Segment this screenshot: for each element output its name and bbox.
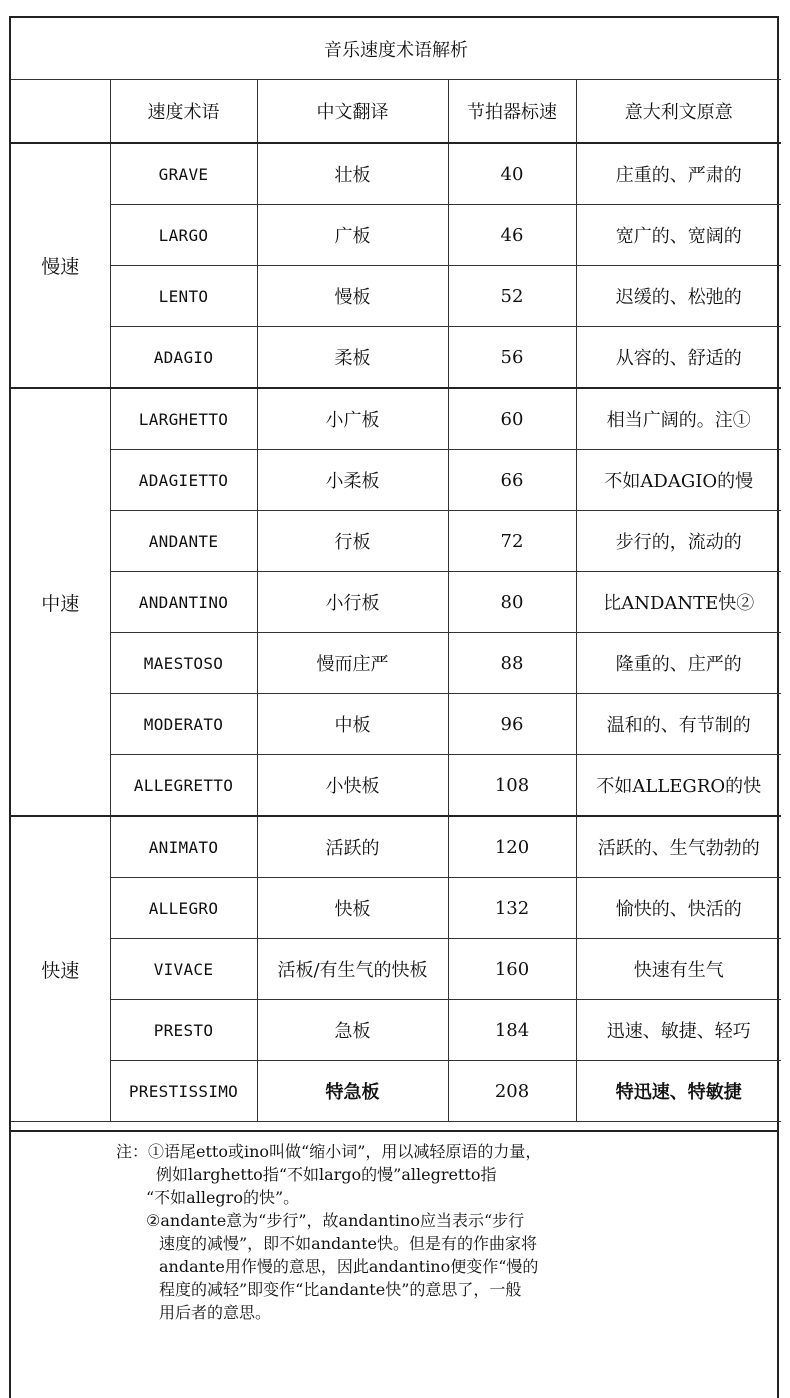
bpm-cell: 132	[448, 878, 576, 939]
term-cell: LARGHETTO	[110, 388, 257, 450]
meaning-cell: 不如ADAGIO的慢	[576, 450, 781, 511]
bpm-cell: 208	[448, 1061, 576, 1122]
header-chinese: 中文翻译	[257, 80, 448, 144]
bpm-cell: 108	[448, 755, 576, 817]
meaning-cell: 愉快的、快活的	[576, 878, 781, 939]
notes-section	[11, 1130, 777, 1398]
note-line: andante用作慢的意思，因此andantino便变作“慢的	[159, 1257, 539, 1276]
meaning-cell: 步行的，流动的	[576, 511, 781, 572]
table-row	[11, 205, 781, 266]
bpm-cell: 60	[448, 388, 576, 450]
group-label: 中速	[11, 388, 110, 816]
chinese-cell: 急板	[257, 1000, 448, 1061]
meaning-cell: 隆重的、庄严的	[576, 633, 781, 694]
bpm-cell: 40	[448, 143, 576, 205]
table-row	[11, 755, 781, 817]
term-cell: MAESTOSO	[110, 633, 257, 694]
bpm-cell: 46	[448, 205, 576, 266]
term-cell: ADAGIETTO	[110, 450, 257, 511]
table-row	[11, 511, 781, 572]
term-cell: GRAVE	[110, 143, 257, 205]
note-line: 程度的减轻”即变作“比andante快”的意思了，一般	[159, 1280, 522, 1299]
note-line: 速度的减慢”，即不如andante快。但是有的作曲家将	[159, 1234, 538, 1253]
bpm-cell: 88	[448, 633, 576, 694]
term-cell: ANDANTINO	[110, 572, 257, 633]
meaning-cell: 快速有生气	[576, 939, 781, 1000]
term-cell: ADAGIO	[110, 327, 257, 389]
meaning-cell: 活跃的、生气勃勃的	[576, 816, 781, 878]
meaning-cell: 从容的、舒适的	[576, 327, 781, 389]
chinese-cell: 小广板	[257, 388, 448, 450]
term-cell: PRESTO	[110, 1000, 257, 1061]
table-title: 音乐速度术语解析	[11, 18, 781, 80]
chinese-cell: 柔板	[257, 327, 448, 389]
chinese-cell: 慢而庄严	[257, 633, 448, 694]
bpm-cell: 72	[448, 511, 576, 572]
table-row	[11, 388, 781, 450]
meaning-cell: 相当广阔的。注①	[576, 388, 781, 450]
group-label: 慢速	[11, 143, 110, 388]
chinese-cell: 活跃的	[257, 816, 448, 878]
chinese-cell: 小行板	[257, 572, 448, 633]
table-row	[11, 939, 781, 1000]
term-cell: VIVACE	[110, 939, 257, 1000]
table-row	[11, 572, 781, 633]
term-cell: LENTO	[110, 266, 257, 327]
table-row	[11, 143, 781, 205]
term-cell: ANDANTE	[110, 511, 257, 572]
table-row	[11, 694, 781, 755]
meaning-cell: 宽广的、宽阔的	[576, 205, 781, 266]
table-row	[11, 1000, 781, 1061]
meaning-cell: 不如ALLEGRO的快	[576, 755, 781, 817]
meaning-cell: 迅速、敏捷、轻巧	[576, 1000, 781, 1061]
term-cell: LARGO	[110, 205, 257, 266]
tempo-table-sheet	[9, 16, 779, 1398]
table-row	[11, 633, 781, 694]
meaning-cell: 比ANDANTE快②	[576, 572, 781, 633]
bpm-cell: 120	[448, 816, 576, 878]
note-line: 用后者的意思。	[159, 1303, 272, 1322]
bpm-cell: 160	[448, 939, 576, 1000]
chinese-cell: 壮板	[257, 143, 448, 205]
chinese-cell: 广板	[257, 205, 448, 266]
meaning-cell: 温和的、有节制的	[576, 694, 781, 755]
bpm-cell: 184	[448, 1000, 576, 1061]
header-row	[11, 80, 781, 144]
chinese-cell: 慢板	[257, 266, 448, 327]
chinese-cell: 行板	[257, 511, 448, 572]
note-line: 注：①语尾etto或ino叫做“缩小词”，用以减轻原语的力量，	[116, 1142, 542, 1161]
note-line: ②andante意为“步行”，故andantino应当表示“步行	[146, 1211, 525, 1230]
bpm-cell: 52	[448, 266, 576, 327]
table-row	[11, 1061, 781, 1122]
tempo-table	[11, 18, 781, 1122]
note-line: 例如larghetto指“不如largo的慢”allegretto指	[156, 1165, 497, 1184]
bpm-cell: 56	[448, 327, 576, 389]
bpm-cell: 66	[448, 450, 576, 511]
header-group	[11, 80, 110, 144]
chinese-cell: 小快板	[257, 755, 448, 817]
chinese-cell: 活板/有生气的快板	[257, 939, 448, 1000]
meaning-cell: 特迅速、特敏捷	[576, 1061, 781, 1122]
title-row	[11, 18, 781, 80]
table-row	[11, 450, 781, 511]
meaning-cell: 庄重的、严肃的	[576, 143, 781, 205]
chinese-cell: 特急板	[257, 1061, 448, 1122]
header-meaning: 意大利文原意	[576, 80, 781, 144]
meaning-cell: 迟缓的、松弛的	[576, 266, 781, 327]
term-cell: ALLEGRO	[110, 878, 257, 939]
chinese-cell: 快板	[257, 878, 448, 939]
table-row	[11, 327, 781, 389]
chinese-cell: 中板	[257, 694, 448, 755]
term-cell: ALLEGRETTO	[110, 755, 257, 817]
group-label: 快速	[11, 816, 110, 1122]
term-cell: ANIMATO	[110, 816, 257, 878]
bpm-cell: 96	[448, 694, 576, 755]
bpm-cell: 80	[448, 572, 576, 633]
table-row	[11, 816, 781, 878]
header-bpm: 节拍器标速	[448, 80, 576, 144]
table-row	[11, 878, 781, 939]
header-term: 速度术语	[110, 80, 257, 144]
note-line: “不如allegro的快”。	[146, 1188, 300, 1207]
table-row	[11, 266, 781, 327]
term-cell: PRESTISSIMO	[110, 1061, 257, 1122]
chinese-cell: 小柔板	[257, 450, 448, 511]
term-cell: MODERATO	[110, 694, 257, 755]
